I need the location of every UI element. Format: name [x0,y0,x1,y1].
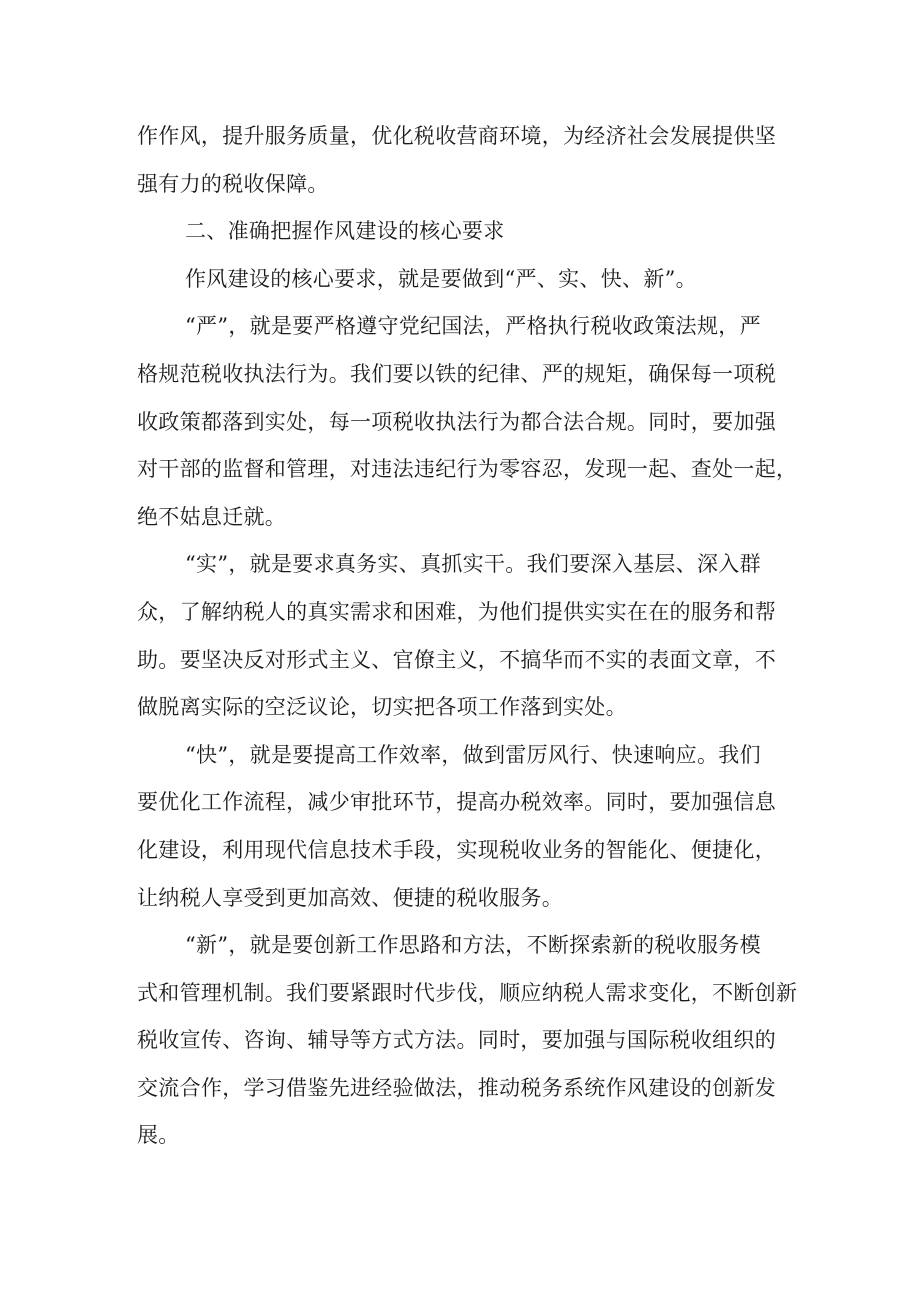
text-line: “快”，就是要提高工作效率，做到雷厉风行、快速响应。我们 [185,742,761,767]
section-heading: 二、准确把握作风建设的核心要求 [185,219,505,244]
text-line: 式和管理机制。我们要紧跟时代步伐，顺应纳税人需求变化，不断创新 [137,980,798,1005]
text-line: 助。要坚决反对形式主义、官僚主义，不搞华而不实的表面文章，不 [137,647,776,672]
text-line: 作作风，提升服务质量，优化税收营商环境，为经济社会发展提供坚 [137,124,776,148]
text-line: “实”，就是要求真务实、真抓实干。我们要深入基层、深入群 [185,552,761,577]
text-line: 要优化工作流程，减少审批环节，提高办税效率。同时，要加强信息 [137,790,776,815]
text-line: 让纳税人享受到更加高效、便捷的税收服务。 [137,885,563,910]
text-line: “严”，就是要严格遵守党纪国法，严格执行税收政策法规，严 [185,314,761,339]
text-line: 做脱离实际的空泛议论，切实把各项工作落到实处。 [137,695,627,720]
text-line: 税收宣传、咨询、辅导等方式方法。同时，要加强与国际税收组织的 [137,1028,776,1053]
text-line: 强有力的税收保障。 [137,171,329,196]
text-line: “新”，就是要创新工作思路和方法，不断探索新的税收服务模 [185,933,761,958]
text-line: 交流合作，学习借鉴先进经验做法，推动税务系统作风建设的创新发 [137,1075,776,1100]
text-line: 化建设，利用现代信息技术手段，实现税收业务的智能化、便捷化， [137,837,776,862]
text-line: 收政策都落到实处，每一项税收执法行为都合法合规。同时，要加强 [137,409,776,434]
text-line: 众，了解纳税人的真实需求和困难，为他们提供实实在在的服务和帮 [137,599,776,624]
text-line: 格规范税收执法行为。我们要以铁的纪律、严的规矩，确保每一项税 [137,361,776,386]
text-line: 绝不姑息迁就。 [137,504,287,529]
text-line: 对干部的监督和管理，对违法违纪行为零容忍，发现一起、查处一起， [137,457,798,482]
document-body [137,113,797,1160]
text-line: 作风建设的核心要求，就是要做到“严、实、快、新”。 [185,266,697,291]
text-line: 展。 [137,1123,180,1148]
